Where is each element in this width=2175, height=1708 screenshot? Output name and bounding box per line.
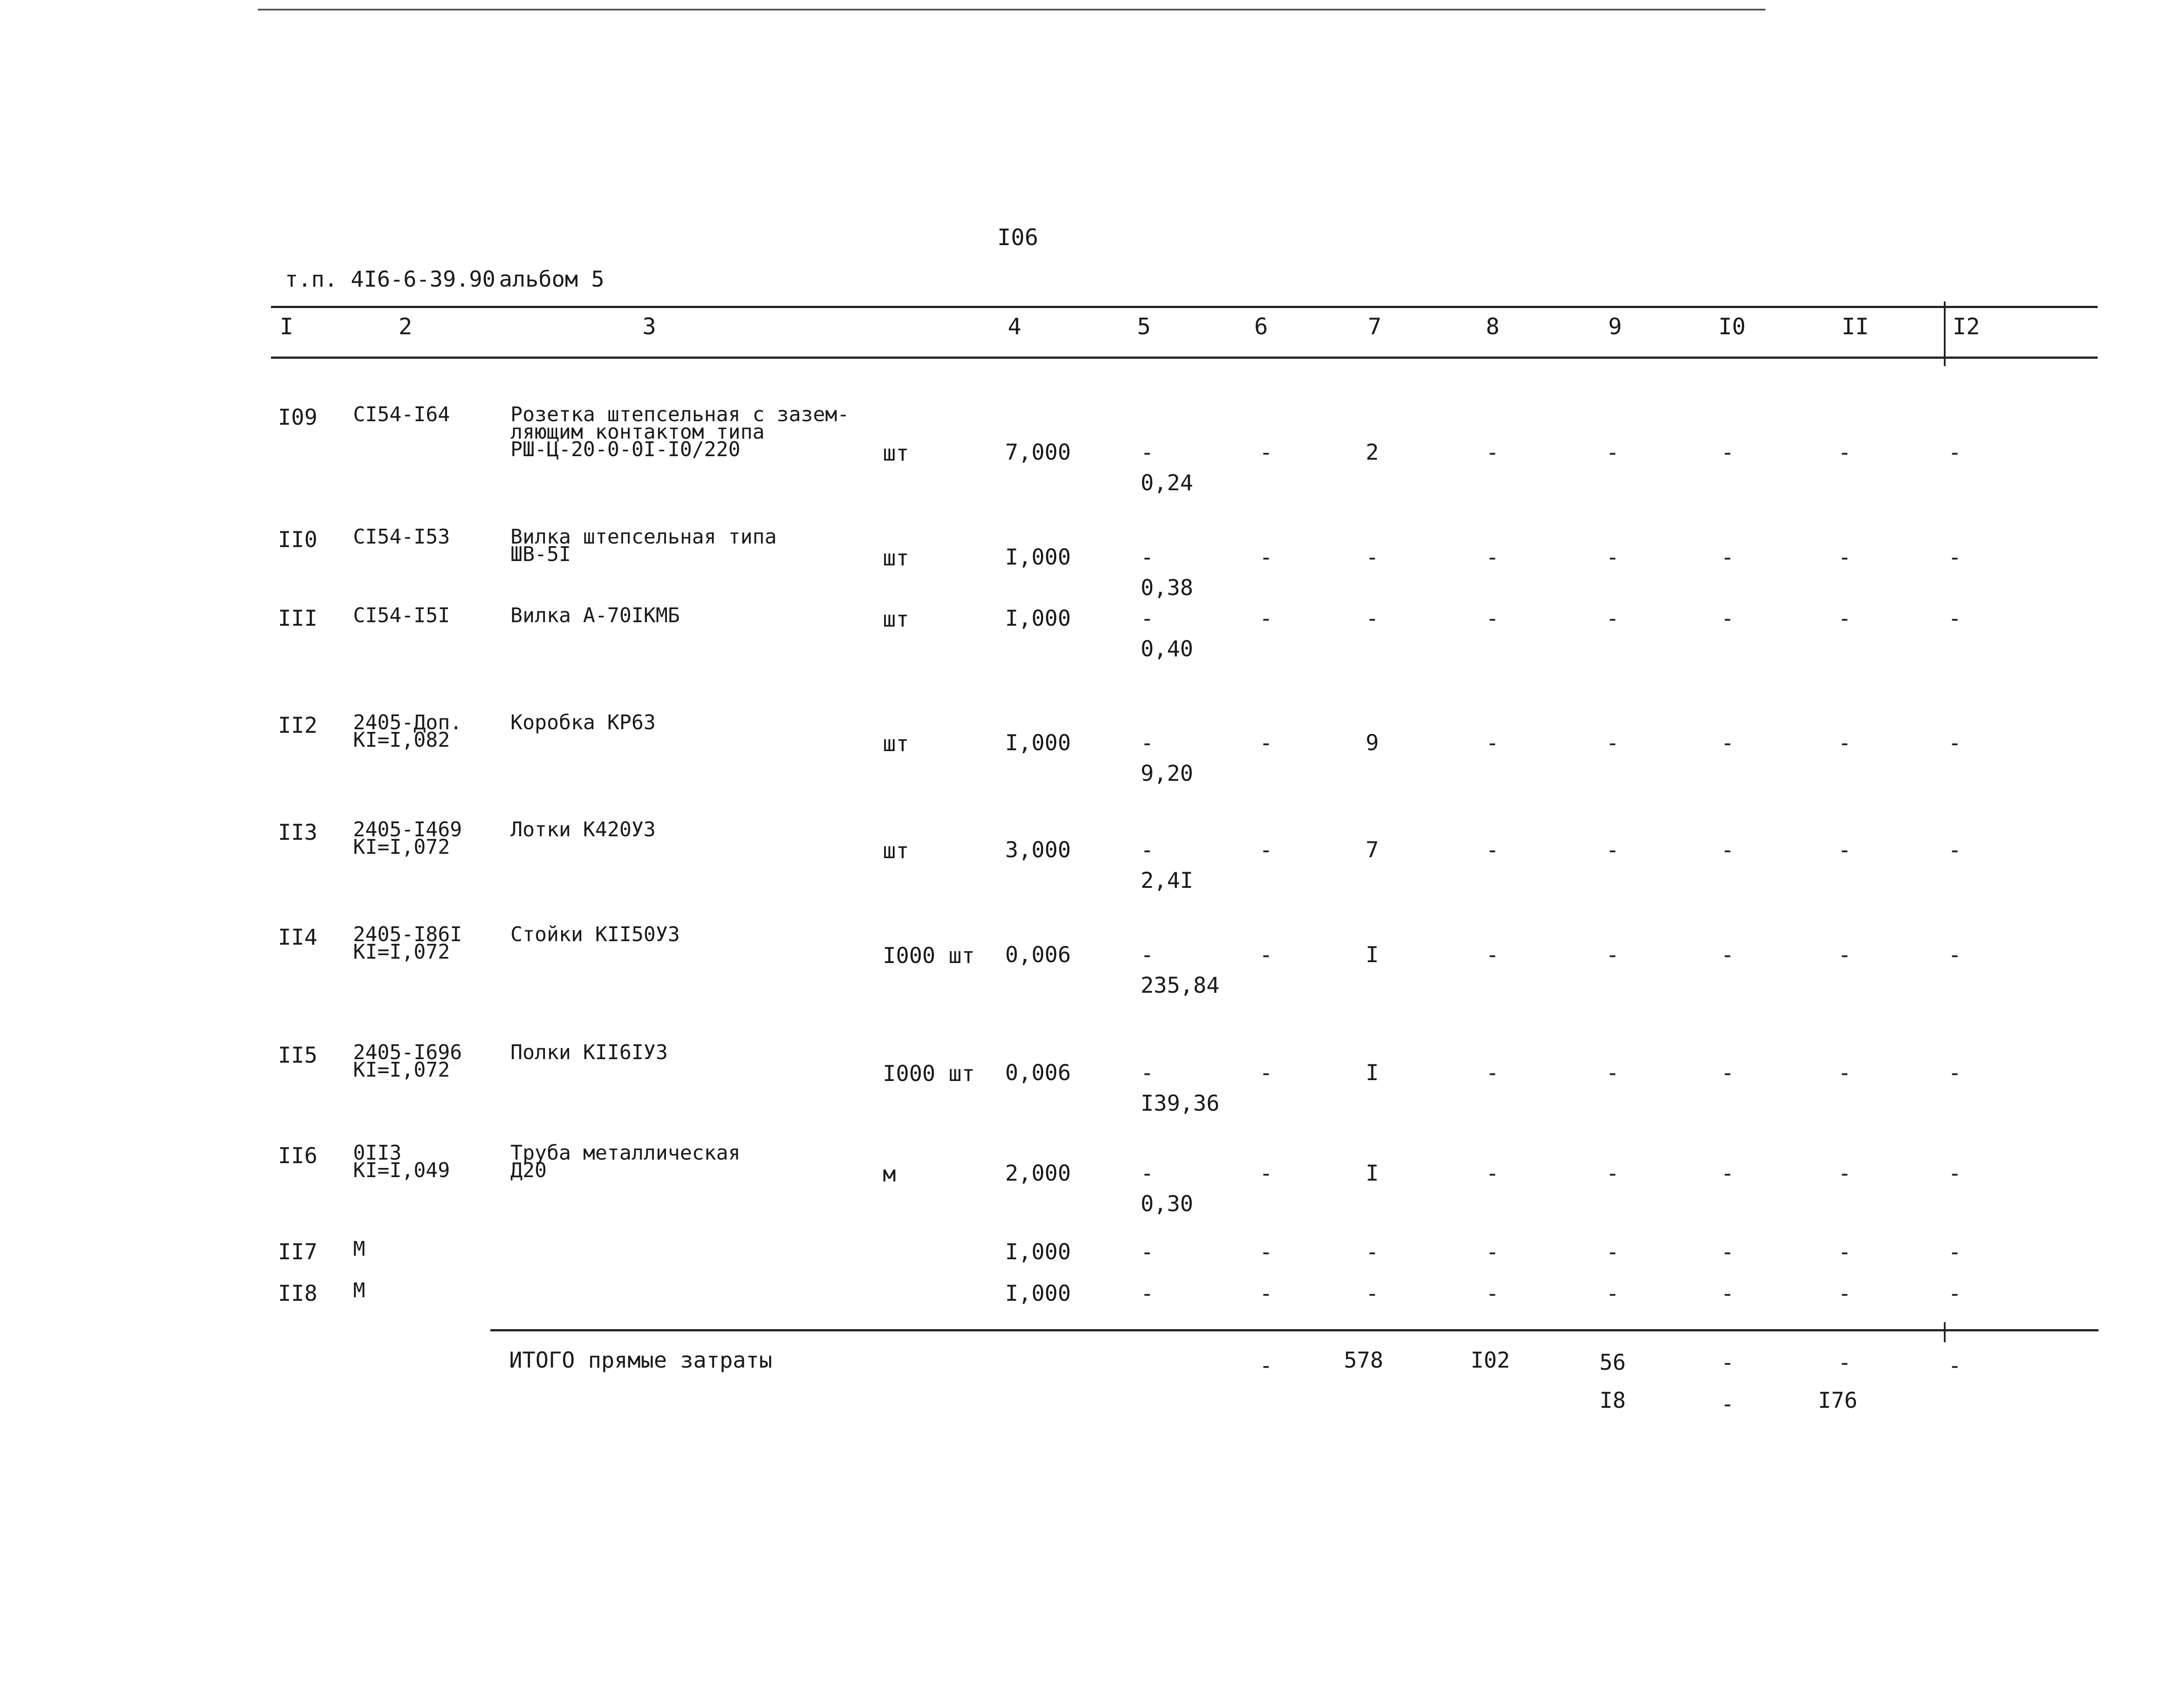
row-code: CI54-I5I: [353, 603, 450, 627]
row-col6: -: [1259, 1060, 1273, 1085]
row-col5-price: 0,40: [1141, 636, 1193, 662]
row-quantity: 0,006: [1005, 942, 1071, 967]
row-col5-value: -: [1141, 1239, 1154, 1265]
column-header-7: 7: [1368, 314, 1382, 340]
row-col5-value: -: [1141, 1060, 1154, 1085]
total-label: ИТОГО прямые затраты: [509, 1348, 773, 1373]
column-header-10: I0: [1718, 314, 1746, 340]
row-col8: -: [1486, 837, 1499, 863]
row-number: II5: [278, 1043, 318, 1068]
total-col7: 578: [1344, 1348, 1384, 1373]
total-rule: [490, 1329, 2099, 1331]
row-code: 2405-I696: [353, 1040, 462, 1064]
total-col11-bottom: I76: [1818, 1388, 1858, 1413]
row-col7: -: [1366, 1281, 1379, 1306]
row-quantity: I,000: [1005, 544, 1071, 570]
row-col7: I: [1366, 942, 1379, 967]
row-col11: -: [1838, 606, 1852, 631]
row-quantity: 7,000: [1005, 440, 1071, 465]
row-col9: -: [1606, 1161, 1620, 1186]
row-col8: -: [1486, 1239, 1499, 1265]
row-col11: -: [1838, 1161, 1852, 1186]
row-col5-value: -: [1141, 1161, 1154, 1186]
row-unit: шт: [883, 440, 909, 466]
row-number: II6: [278, 1143, 318, 1168]
total-column-12-divider: [1944, 1322, 1946, 1342]
row-col6: -: [1259, 1239, 1273, 1265]
total-col9-bottom: I8: [1599, 1388, 1626, 1413]
row-quantity: I,000: [1005, 1281, 1071, 1306]
row-col9: -: [1606, 1239, 1620, 1265]
row-quantity: I,000: [1005, 606, 1071, 631]
row-col9: -: [1606, 544, 1620, 570]
row-col7: -: [1366, 1239, 1379, 1265]
row-code: КI=I,072: [353, 940, 450, 963]
row-number: I09: [278, 405, 318, 430]
row-col7: 9: [1366, 730, 1379, 755]
row-col10: -: [1721, 440, 1734, 465]
row-unit: шт: [883, 731, 909, 756]
column-header-5: 5: [1137, 314, 1151, 340]
total-col8: I02: [1471, 1348, 1510, 1373]
row-col8: -: [1486, 942, 1499, 967]
row-name: Вилка А-70IКМБ: [510, 603, 680, 627]
row-col8: -: [1486, 544, 1499, 570]
row-code: КI=I,072: [353, 835, 450, 859]
row-col9: -: [1606, 1060, 1620, 1085]
row-col9: -: [1606, 440, 1620, 465]
row-name: Коробка КР63: [510, 710, 656, 734]
row-col8: -: [1486, 606, 1499, 631]
row-quantity: 0,006: [1005, 1060, 1071, 1085]
row-name: Вилка штепсельная типа: [510, 525, 777, 548]
row-col10: -: [1721, 837, 1734, 863]
row-col11: -: [1838, 837, 1852, 863]
row-number: II4: [278, 925, 318, 950]
row-col12: -: [1948, 837, 1962, 863]
row-col5-value: -: [1141, 942, 1154, 967]
row-col5-value: -: [1141, 1281, 1154, 1306]
row-number: II3: [278, 820, 318, 845]
album-label: альбом 5: [499, 267, 604, 292]
row-col5-price: 9,20: [1141, 761, 1193, 786]
column-header-8: 8: [1486, 314, 1500, 340]
row-code: CI54-I64: [353, 402, 450, 426]
row-number: II0: [278, 527, 318, 552]
header-bottom-rule: [271, 357, 2098, 359]
row-col10: -: [1721, 730, 1734, 755]
row-quantity: 2,000: [1005, 1161, 1071, 1186]
column-header-3: 3: [642, 314, 656, 340]
row-col5-value: -: [1141, 730, 1154, 755]
row-name: Труба металлическая: [510, 1141, 741, 1164]
header-top-rule: [271, 306, 2098, 308]
row-name: Розетка штепсельная с зазем-: [510, 402, 850, 426]
row-col5-value: -: [1141, 440, 1154, 465]
row-col11: -: [1838, 544, 1852, 570]
total-col6: -: [1259, 1353, 1273, 1378]
column-header-9: 9: [1608, 314, 1622, 340]
row-col8: -: [1486, 440, 1499, 465]
row-quantity: I,000: [1005, 730, 1071, 755]
row-col7: -: [1366, 606, 1379, 631]
row-col7: -: [1366, 544, 1379, 570]
row-unit: шт: [883, 838, 909, 863]
row-quantity: 3,000: [1005, 837, 1071, 863]
row-unit: I000 шт: [883, 943, 975, 968]
row-quantity: I,000: [1005, 1239, 1071, 1265]
row-col7: 7: [1366, 837, 1379, 863]
row-code: М: [353, 1237, 365, 1261]
row-name: ляющим контактом типа: [510, 420, 765, 443]
row-unit: шт: [883, 545, 909, 571]
row-col8: -: [1486, 1281, 1499, 1306]
row-col5-value: -: [1141, 544, 1154, 570]
row-col11: -: [1838, 1060, 1852, 1085]
row-name: РШ-Ц-20-0-0I-I0/220: [510, 437, 741, 461]
row-code: КI=I,082: [353, 728, 450, 752]
row-number: II8: [278, 1281, 318, 1306]
column-header-2: 2: [399, 314, 413, 340]
row-col9: -: [1606, 730, 1620, 755]
row-code: 2405-I86I: [353, 922, 462, 946]
row-col12: -: [1948, 1060, 1962, 1085]
row-name: ШВ-5I: [510, 542, 571, 566]
row-col12: -: [1948, 1239, 1962, 1265]
row-name: Полки КII6IУЗ: [510, 1040, 668, 1064]
row-col6: -: [1259, 606, 1273, 631]
column-header-1: I: [280, 314, 294, 340]
row-col5-price: I39,36: [1141, 1091, 1220, 1116]
row-col12: -: [1948, 544, 1962, 570]
row-col8: -: [1486, 1161, 1499, 1186]
row-col8: -: [1486, 1060, 1499, 1085]
total-col11-top: -: [1838, 1350, 1852, 1375]
row-col10: -: [1721, 1281, 1734, 1306]
row-col6: -: [1259, 730, 1273, 755]
row-col12: -: [1948, 942, 1962, 967]
column-12-divider: [1944, 301, 1946, 366]
row-code: 0II3: [353, 1141, 402, 1164]
row-code: КI=I,072: [353, 1058, 450, 1081]
total-col12: -: [1948, 1353, 1962, 1378]
row-col5-value: -: [1141, 837, 1154, 863]
row-number: III: [278, 606, 318, 631]
row-col6: -: [1259, 942, 1273, 967]
row-col8: -: [1486, 730, 1499, 755]
row-col5-value: -: [1141, 606, 1154, 631]
row-col10: -: [1721, 942, 1734, 967]
row-col12: -: [1948, 440, 1962, 465]
row-col9: -: [1606, 606, 1620, 631]
row-code: 2405-I469: [353, 818, 462, 841]
doc-reference: т.п. 4I6-6-39.90: [285, 267, 496, 292]
row-col9: -: [1606, 1281, 1620, 1306]
row-name: Лотки К420УЗ: [510, 818, 656, 841]
row-col7: I: [1366, 1060, 1379, 1085]
total-col10-top: -: [1721, 1350, 1734, 1375]
column-header-6: 6: [1254, 314, 1268, 340]
row-col12: -: [1948, 1281, 1962, 1306]
row-col7: 2: [1366, 440, 1379, 465]
row-unit: I000 шт: [883, 1061, 975, 1086]
row-col11: -: [1838, 942, 1852, 967]
row-col11: -: [1838, 1239, 1852, 1265]
row-code: М: [353, 1278, 365, 1302]
column-header-11: II: [1842, 314, 1869, 340]
row-col6: -: [1259, 837, 1273, 863]
row-col6: -: [1259, 1281, 1273, 1306]
row-col9: -: [1606, 942, 1620, 967]
row-col7: I: [1366, 1161, 1379, 1186]
row-code: КI=I,049: [353, 1158, 450, 1182]
row-name: Стойки КII50УЗ: [510, 922, 680, 946]
page-number: I06: [997, 225, 1038, 251]
row-code: CI54-I53: [353, 525, 450, 548]
row-col5-price: 0,24: [1141, 470, 1193, 495]
row-col10: -: [1721, 1161, 1734, 1186]
row-col10: -: [1721, 544, 1734, 570]
row-number: II7: [278, 1239, 318, 1265]
row-col10: -: [1721, 1060, 1734, 1085]
top-rule: [258, 9, 1766, 10]
row-col10: -: [1721, 1239, 1734, 1265]
row-col11: -: [1838, 730, 1852, 755]
row-unit: шт: [883, 606, 909, 632]
row-col12: -: [1948, 1161, 1962, 1186]
row-col6: -: [1259, 1161, 1273, 1186]
row-col12: -: [1948, 730, 1962, 755]
row-col6: -: [1259, 544, 1273, 570]
total-col10-bottom: -: [1721, 1391, 1734, 1417]
row-col11: -: [1838, 440, 1852, 465]
row-code: 2405-Доп.: [353, 710, 462, 734]
row-col10: -: [1721, 606, 1734, 631]
row-name: Д20: [510, 1158, 547, 1182]
row-col11: -: [1838, 1281, 1852, 1306]
row-unit: м: [883, 1161, 896, 1187]
row-col6: -: [1259, 440, 1273, 465]
row-number: II2: [278, 713, 318, 738]
column-header-4: 4: [1008, 314, 1022, 340]
column-header-12: I2: [1953, 314, 1980, 340]
row-col9: -: [1606, 837, 1620, 863]
row-col12: -: [1948, 606, 1962, 631]
total-col9-top: 56: [1599, 1350, 1626, 1375]
row-col5-price: 2,4I: [1141, 868, 1193, 893]
row-col5-price: 0,30: [1141, 1191, 1193, 1216]
row-col5-price: 235,84: [1141, 973, 1220, 998]
row-col5-price: 0,38: [1141, 575, 1193, 600]
